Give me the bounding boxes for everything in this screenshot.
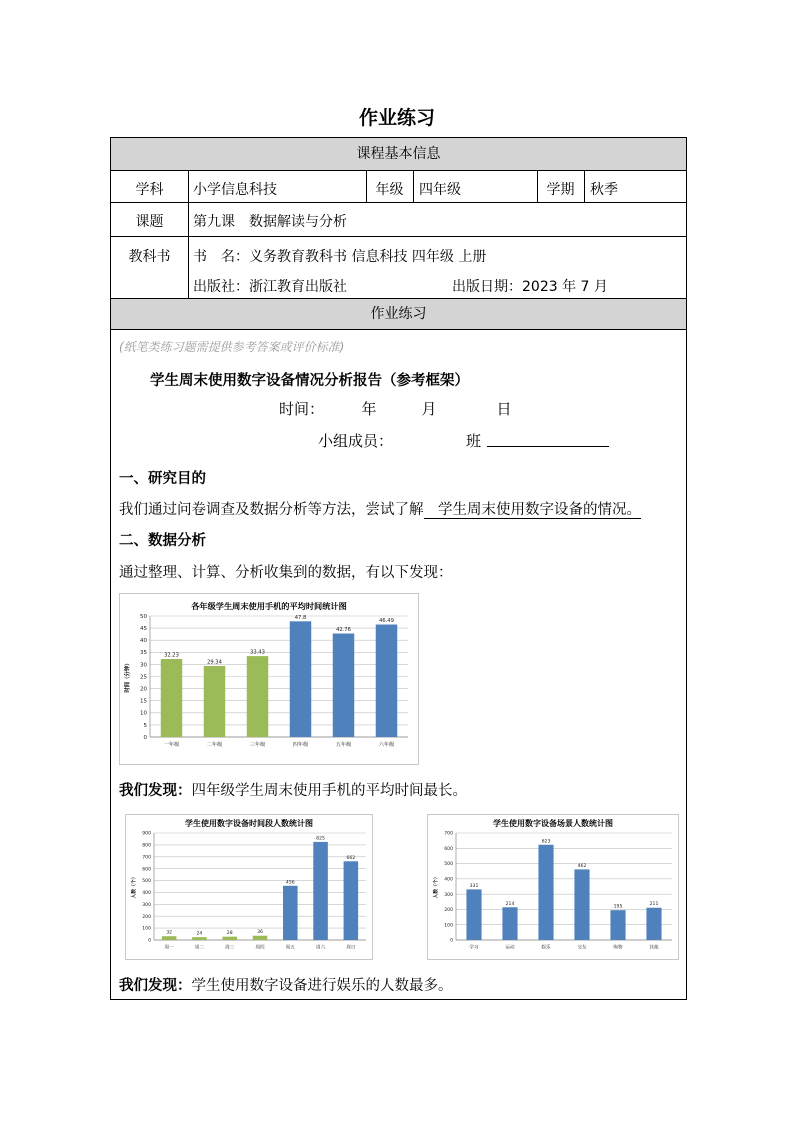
y-tick-label: 200 [142,914,151,920]
y-tick-label: 100 [444,923,453,929]
time-period-users-chart [125,814,373,960]
bar [222,937,237,940]
bar [204,666,226,737]
term-label: 学期 [546,182,575,198]
data-label: 211 [649,902,659,908]
bar [162,936,177,940]
y-tick-label: 700 [444,831,453,837]
class-label: 班 [466,432,482,450]
section2-text: 通过整理、计算、分析收集到的数据，有以下发现： [119,565,453,581]
col-divider [584,170,585,202]
data-label: 623 [541,839,551,845]
bar [253,936,268,940]
y-tick-label: 500 [444,862,453,868]
bar [344,861,359,940]
x-tick-label: 六年级 [378,742,395,749]
textbook-label: 教科书 [128,249,171,265]
data-label: 46.49 [379,617,394,624]
y-tick-label: 30 [140,662,147,669]
term-value: 秋季 [590,182,618,198]
bar [538,845,553,940]
finding1-label: 我们发现： [119,783,192,799]
finding1 [119,779,467,800]
data-label: 29.34 [207,659,222,666]
chart-title: 各年级学生周末使用手机的平均时间统计图 [191,601,347,611]
row-divider [111,202,686,203]
y-tick-label: 500 [142,879,151,885]
y-tick-label: 10 [140,710,147,717]
bar [502,907,517,940]
homework-note: (纸笔类练习题需提供参考答案或评价标准) [119,340,345,354]
data-label: 42.76 [336,627,351,634]
section1-text [119,498,641,519]
x-tick-label: 三年级 [249,742,266,749]
course-info-header: 课程基本信息 [111,138,686,171]
x-tick-label: 购物 [613,945,623,951]
y-tick-label: 0 [143,734,147,741]
data-label: 195 [613,904,623,910]
bar [333,634,355,737]
bar [192,937,207,940]
y-tick-label: 400 [142,891,151,897]
chart-title: 学生使用数字设备时间段人数统计图 [185,818,313,828]
bar [313,842,328,940]
y-axis-title: 人数（个） [434,874,439,899]
group-members-label: 小组成员： [318,432,394,450]
x-tick-label: 周一 [164,945,174,951]
data-label: 462 [577,863,587,869]
y-tick-label: 200 [444,908,453,914]
y-tick-label: 400 [444,877,453,883]
x-tick-label: 四年级 [292,742,309,749]
y-tick-label: 50 [140,613,147,620]
topic-value: 第九课 数据解读与分析 [193,214,347,230]
class-blank-line [487,446,609,447]
report-time-line: 时间： 年 月 日 [279,400,512,418]
usage-scene-users-chart-svg [428,815,678,959]
bar [161,659,183,737]
usage-scene-users-chart [427,814,679,960]
x-tick-label: 交友 [577,945,587,951]
textbook-publisher: 出版社：浙江教育出版社 [193,279,347,295]
data-label: 331 [469,883,479,889]
y-axis-title: 人数（个） [132,874,137,899]
x-tick-label: 运动 [505,945,515,951]
data-label: 214 [505,901,515,907]
bar [247,656,269,737]
bar [574,869,589,940]
y-tick-label: 35 [140,650,147,657]
x-tick-label: 五年级 [335,742,352,749]
data-label: 28 [226,931,233,937]
data-label: 825 [316,836,325,842]
homework-header: 作业练习 [111,298,686,330]
data-label: 32.23 [164,652,179,659]
chart-title: 学生使用数字设备场景人数统计图 [493,818,613,828]
x-tick-label: 周三 [225,945,235,951]
y-axis-title: 时间（分钟） [125,660,131,693]
bar [290,621,312,737]
y-tick-label: 300 [142,902,151,908]
textbook-name: 书 名：义务教育教科书 信息科技 四年级 上册 [193,249,487,265]
subject-label: 学科 [135,182,164,198]
section2-heading: 二、数据分析 [119,533,206,549]
data-label: 33.43 [250,649,265,656]
homework-sheet [110,137,687,1000]
bar [283,886,298,940]
y-tick-label: 100 [142,926,151,932]
data-label: 36 [257,930,263,936]
bar [646,908,661,940]
x-tick-label: 二年级 [206,742,223,749]
x-tick-label: 周二 [194,945,205,951]
y-tick-label: 800 [142,843,151,849]
y-tick-label: 40 [140,638,147,645]
finding2-label: 我们发现： [119,978,192,994]
document-title: 作业练习 [358,107,435,129]
data-label: 24 [196,931,203,937]
bar [610,910,625,940]
y-tick-label: 5 [143,722,147,729]
x-tick-label: 周六 [315,945,326,951]
x-tick-label: 一年级 [163,742,180,749]
data-label: 662 [346,855,356,861]
report-title: 学生周末使用数字设备情况分析报告（参考框架） [150,373,469,389]
y-tick-label: 300 [444,892,453,898]
y-tick-label: 900 [142,831,151,837]
grade-phone-time-chart-svg [120,594,418,764]
y-tick-label: 0 [450,938,453,944]
y-tick-label: 25 [140,674,147,681]
x-tick-label: 学习 [469,945,479,951]
y-tick-label: 700 [142,855,151,861]
finding2 [119,974,453,995]
y-tick-label: 15 [140,698,147,705]
section1-text-plain: 我们通过问卷调查及数据分析等方法，尝试了解 [119,502,424,518]
finding2-text: 学生使用数字设备进行娱乐的人数最多。 [191,978,453,994]
x-tick-label: 周四 [255,945,265,951]
finding1-text: 四年级学生周末使用手机的平均时间最长。 [191,783,467,799]
data-label: 456 [285,880,295,886]
bar [466,889,481,940]
x-tick-label: 其他 [649,945,659,951]
bar [376,624,398,737]
y-tick-label: 0 [148,938,151,944]
y-tick-label: 600 [444,846,453,852]
grade-label: 年级 [375,182,404,198]
y-tick-label: 45 [140,626,147,633]
y-tick-label: 600 [142,867,151,873]
y-tick-label: 20 [140,686,147,693]
textbook-publish-date: 出版日期：2023 年 7 月 [452,279,608,295]
row-divider [111,236,686,237]
time-period-users-chart-svg [126,815,372,959]
x-tick-label: 娱乐 [541,945,551,951]
section1-heading: 一、研究目的 [119,471,206,487]
subject-value: 小学信息科技 [193,182,277,198]
grade-value: 四年级 [419,182,461,198]
grade-phone-time-chart [119,593,419,765]
x-tick-label: 周五 [285,945,295,951]
topic-label: 课题 [135,214,164,230]
data-label: 47.8 [294,614,307,621]
section1-underlined-answer: 学生周末使用数字设备的情况。 [423,502,641,518]
col-divider [413,170,414,202]
col-divider [188,170,189,298]
x-tick-label: 周日 [346,945,356,951]
data-label: 32 [166,930,173,936]
